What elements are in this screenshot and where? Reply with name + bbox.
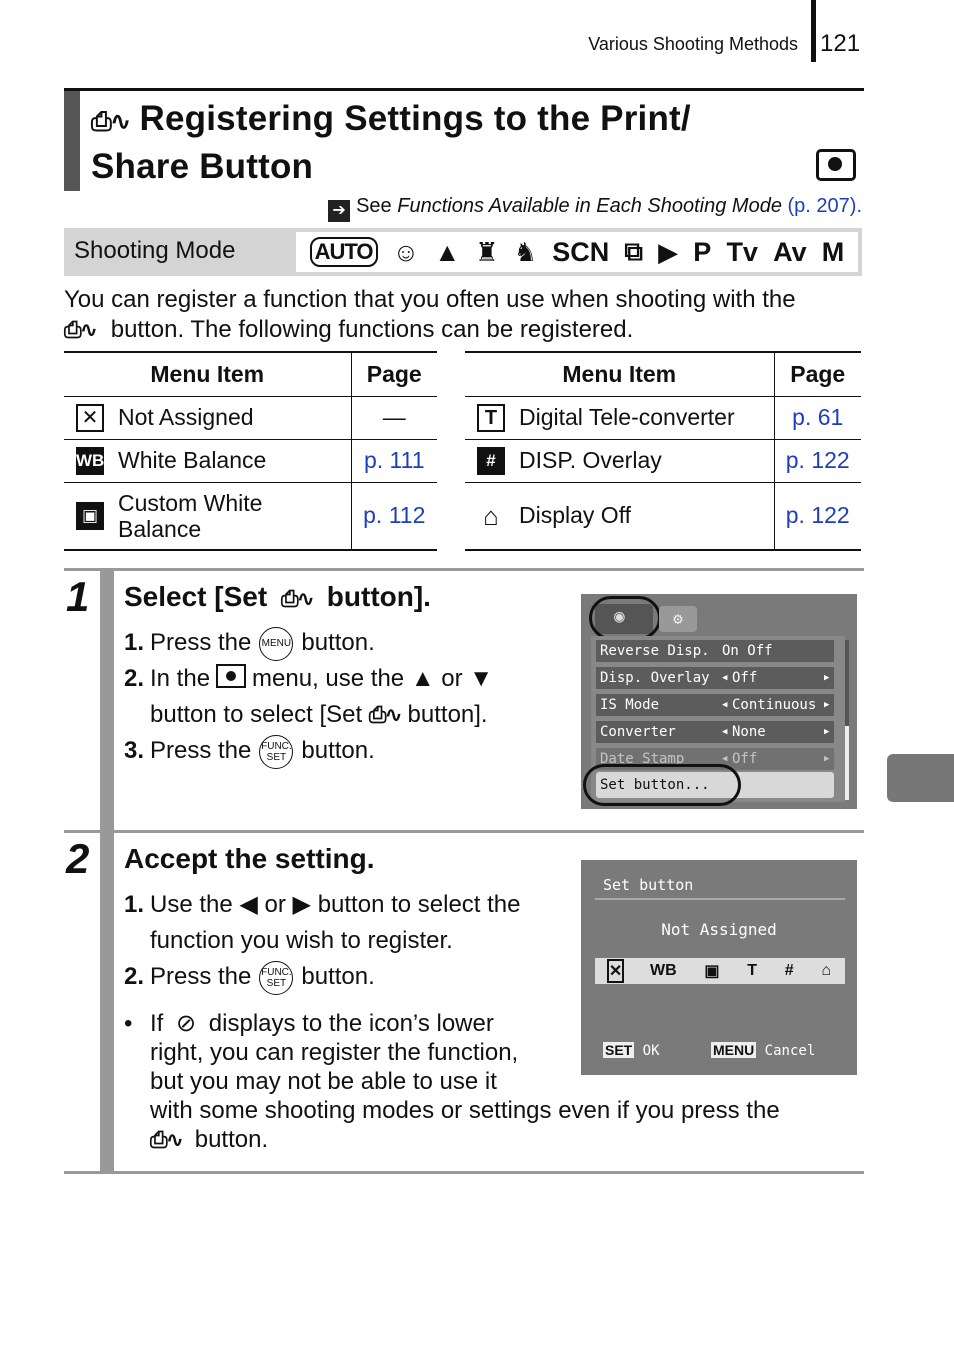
header-menu-item: Menu Item — [64, 352, 351, 396]
kids-pets-icon: ♞ — [513, 236, 538, 267]
step-body — [124, 625, 594, 769]
not-assigned-icon: ✕ — [76, 404, 104, 432]
highlight-ring — [583, 764, 741, 806]
page-link[interactable]: p. 122 — [774, 482, 861, 550]
display-off-icon: ⌂ — [483, 500, 499, 531]
func-set-button-icon: FUNC. SET — [259, 735, 293, 769]
av-mode-icon: Av — [773, 236, 807, 267]
tele-converter-icon: T — [477, 404, 505, 432]
page-title: ⎙∿ Registering Settings to the Print/ Share Button — [91, 99, 691, 186]
step-title: Accept the setting. — [124, 843, 375, 874]
arrow-right-icon: ➔ — [328, 200, 350, 222]
camera-menu-screenshot — [581, 594, 857, 809]
night-scene-icon: ♜ — [475, 236, 499, 267]
set-button-screenshot — [581, 860, 857, 1075]
step-sidebar — [100, 571, 114, 832]
down-arrow-icon: ▼ — [469, 665, 494, 692]
auto-mode-icon: AUTO — [310, 237, 378, 267]
menu-row: Disp. Overlay ◀ Off ▶ — [596, 667, 834, 689]
m-mode-icon: M — [821, 236, 845, 267]
table-header — [64, 352, 437, 396]
landscape-mode-icon: ▲ — [434, 236, 461, 267]
page-link[interactable]: p. 111 — [351, 439, 437, 482]
print-share-icon: ⎙∿ — [64, 317, 97, 342]
tele-converter-icon: T — [747, 962, 758, 979]
right-arrow-icon: ▶ — [292, 891, 312, 918]
func-set-button-icon: FUNC. SET — [259, 961, 293, 995]
header-menu-item: Menu Item — [465, 352, 774, 396]
list-item: 2. Press the FUNC. SET button. — [124, 959, 844, 995]
ok-hint: SET OK — [605, 1042, 660, 1059]
print-share-icon: ⎙∿ — [368, 702, 401, 727]
white-balance-icon: WB — [76, 447, 104, 475]
table-row: WB White Balance p. 111 — [64, 439, 437, 482]
stitch-assist-icon: ⧉ — [624, 236, 643, 266]
record-menu-icon — [216, 664, 246, 688]
settings-tab-icon: ⚙ — [659, 606, 697, 632]
custom-white-balance-icon: ▣ — [76, 502, 104, 530]
menu-row: Converter ◀ None ▶ — [596, 721, 834, 743]
table-row: # DISP. Overlay p. 122 — [465, 439, 861, 482]
page-link[interactable]: p. 61 — [774, 396, 861, 439]
cancel-hint: MENU Cancel — [713, 1042, 816, 1059]
page-link[interactable]: (p. 207) — [787, 195, 857, 217]
print-share-icon: ⎙∿ — [280, 586, 313, 611]
screen-title: Set button — [603, 876, 694, 894]
function-table-right — [465, 351, 861, 551]
list-item: 2. In the menu, use the ▲ or ▼ button to select [Set ⎙∿ button]. — [124, 661, 594, 733]
menu-row-selected: Set button... — [596, 772, 834, 798]
mode-icons — [296, 232, 858, 272]
title-sidebar — [64, 91, 80, 191]
table-row: ✕ Not Assigned — — [64, 396, 437, 439]
display-off-icon: ⌂ — [821, 962, 832, 979]
table-header — [465, 352, 861, 396]
p-mode-icon: P — [693, 236, 712, 267]
selected-function: Not Assigned — [661, 920, 777, 939]
function-icon-row — [595, 958, 845, 984]
left-arrow-icon: ◀ — [239, 891, 258, 918]
header-page: Page — [351, 352, 437, 396]
table-row: ▣ Custom White Balance p. 112 — [64, 482, 437, 550]
step-title: Select [Set ⎙∿ button]. — [124, 581, 431, 612]
page-link[interactable]: p. 122 — [774, 439, 861, 482]
menu-row: Date Stamp ◀ Off ▶ — [596, 748, 834, 770]
title-block — [64, 88, 864, 188]
header-page: Page — [774, 352, 861, 396]
see-reference: ➔ See Functions Available in Each Shooting Mode (p. 207). — [328, 195, 862, 222]
print-share-icon: ⎙∿ — [91, 106, 130, 136]
step-number: 1 — [66, 573, 90, 620]
chapter-tab — [887, 754, 954, 802]
portrait-mode-icon: ☺ — [392, 236, 420, 267]
not-assigned-icon: ✕ — [608, 963, 623, 980]
white-balance-icon: WB — [650, 962, 677, 979]
table-row: T Digital Tele-converter p. 61 — [465, 396, 861, 439]
custom-white-balance-icon: ▣ — [704, 963, 720, 980]
movie-mode-icon: ▶ — [658, 236, 679, 267]
table-row: ⌂ Display Off p. 122 — [465, 482, 861, 550]
intro-paragraph: You can register a function that you often use when shooting with the ⎙∿ button. The following functions can be registered. — [64, 286, 796, 343]
grid-icon: # — [477, 447, 505, 475]
page-link[interactable]: p. 112 — [351, 482, 437, 550]
shooting-mode-bar — [64, 228, 862, 276]
menu-row: IS Mode ◀ Continuous ▶ — [596, 694, 834, 716]
shooting-mode-label: Shooting Mode — [74, 237, 236, 264]
scrollbar — [845, 640, 849, 800]
step-sidebar — [100, 833, 114, 1171]
instruction-list — [124, 625, 594, 769]
scn-mode-icon: SCN — [552, 236, 610, 267]
grid-icon: # — [784, 962, 794, 979]
menu-button-icon: MENU — [259, 627, 293, 661]
step-number: 2 — [66, 835, 90, 882]
list-item: 3. Press the FUNC. SET button. — [124, 733, 594, 769]
header-divider — [811, 0, 816, 62]
list-item: 1. Press the MENU button. — [124, 625, 594, 661]
camera-mode-icon — [816, 149, 856, 181]
section-name: Various Shooting Methods — [588, 34, 798, 54]
note-bullet: • If ⊘ displays to the icon’s lower right, you can register the function, but you may not be able to use it with some shooting modes or settings even if you press the ⎙∿ button. — [124, 1010, 780, 1153]
up-arrow-icon: ▲ — [410, 665, 435, 692]
menu-row: Reverse Disp. On Off — [596, 640, 834, 662]
tv-mode-icon: Tv — [726, 236, 758, 267]
highlight-ring — [589, 596, 661, 640]
list-item: 1. Use the ◀ or ▶ button to select the function you wish to register. — [124, 891, 521, 954]
function-table-left — [64, 351, 437, 551]
print-share-icon: ⎙∿ — [150, 1127, 183, 1152]
screen-divider — [595, 898, 845, 900]
page-number: 121 — [820, 30, 861, 57]
prohibited-icon: ⊘ — [176, 1010, 197, 1037]
